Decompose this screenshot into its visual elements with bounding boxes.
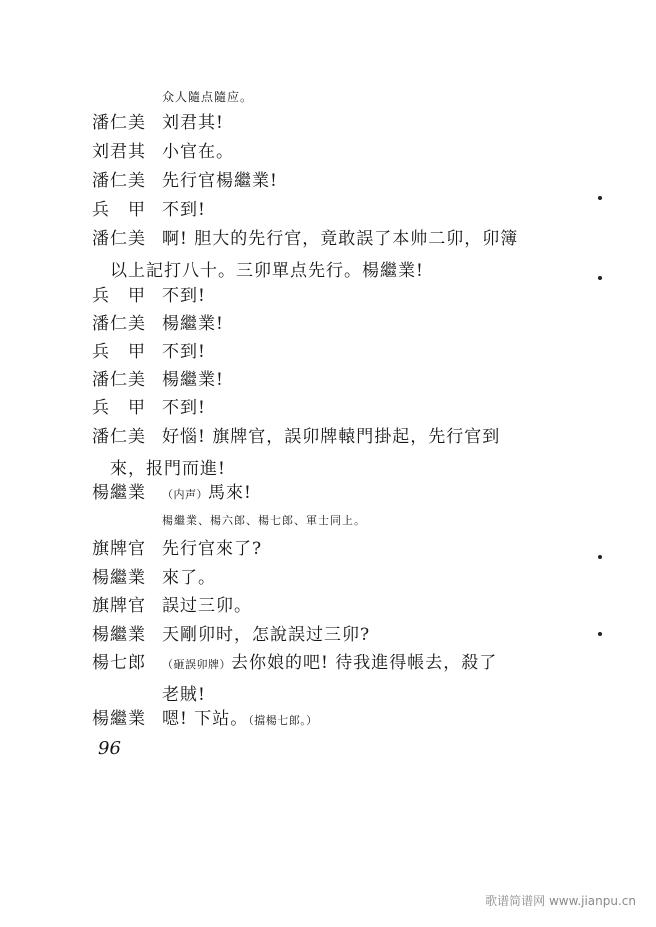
speaker-name: 楊七郎 (92, 653, 146, 673)
dialogue-line (92, 708, 632, 732)
dialogue-line (92, 624, 632, 646)
speaker-name: 潘仁美 (92, 171, 146, 191)
speaker-name: 楊繼業 (92, 709, 146, 729)
speaker-name: 旗牌官 (92, 596, 146, 616)
speaker-name: 潘仁美 (92, 229, 146, 249)
speaker-name: 兵 甲 (92, 200, 146, 220)
speech-continuation: 以上記打八十。三卯單点先行。楊繼業! (110, 261, 424, 281)
stage-aside: （擋楊七郎。） (248, 714, 318, 727)
dialogue-line (92, 538, 632, 560)
speaker-name: 兵 甲 (92, 286, 146, 306)
page-number: 96 (98, 738, 121, 759)
dialogue-line (92, 313, 632, 335)
speaker-name: 潘仁美 (92, 314, 146, 334)
speech-continuation: 來，报門而進! (110, 459, 226, 479)
speaker-name: 潘仁美 (92, 427, 146, 447)
speaker-name: 兵 甲 (92, 342, 146, 362)
speech-text: 楊繼業! (162, 370, 224, 390)
speech-text: 不到! (162, 398, 206, 418)
speaker-name: 旗牌官 (92, 539, 146, 559)
speech-text: 嗯! 下站。 (162, 709, 249, 729)
speech-text: 馬來! (208, 483, 252, 503)
stage-aside: （砸誤卯牌） (162, 658, 231, 671)
scan-speck (598, 632, 602, 636)
dialogue-line (92, 567, 632, 589)
speaker-name: 楊繼業 (92, 568, 146, 588)
dialogue-line (92, 341, 632, 363)
dialogue-line (92, 369, 632, 391)
stage-direction: 众人隨点隨应。 (162, 90, 254, 104)
speech-text: 啊! 胆大的先行官，竟敢誤了本帅二卯，卯簿 (162, 229, 519, 249)
speech-continuation: 老賊! (162, 685, 206, 705)
speech-text: 楊繼業! (162, 314, 224, 334)
speaker-name: 楊繼業 (92, 483, 146, 503)
speaker-name: 潘仁美 (92, 113, 146, 133)
speech-text: 去你娘的吧! 待我進得帳去，殺了 (231, 653, 498, 673)
dialogue-line (92, 228, 632, 250)
dialogue-line (92, 170, 632, 192)
dialogue-line (92, 652, 632, 676)
speech-text: 不到! (162, 286, 206, 306)
speech-text: 誤过三卯。 (162, 596, 252, 616)
stage-aside: （内声） (162, 488, 208, 501)
speech-text: 不到! (162, 200, 206, 220)
speech-text: 先行官楊繼業! (162, 171, 278, 191)
dialogue-line (92, 112, 632, 134)
speech-text: 來了。 (162, 568, 216, 588)
scan-speck (598, 276, 602, 280)
speech-text: 小官在。 (162, 142, 234, 162)
speech-text: 好惱! 旗牌官，誤卯牌轅門掛起，先行官到 (162, 427, 501, 447)
dialogue-line (92, 482, 632, 506)
dialogue-line (92, 426, 632, 448)
dialogue-line (92, 141, 632, 163)
speech-text: 先行官來了? (162, 539, 263, 559)
scan-speck (598, 196, 602, 200)
speaker-name: 兵 甲 (92, 398, 146, 418)
dialogue-line (92, 285, 632, 307)
dialogue-line (92, 199, 632, 221)
scan-speck (598, 555, 602, 559)
speaker-name: 潘仁美 (92, 370, 146, 390)
watermark: 歌谱简谱网 www.jianpu.cn (485, 894, 636, 908)
speech-text: 刘君其! (162, 113, 224, 133)
stage-direction: 楊繼業、楊六郎、楊七郎、軍士同上。 (162, 514, 366, 527)
speech-text: 天剛卯时，怎說誤过三卯? (162, 625, 371, 645)
speech-text: 不到! (162, 342, 206, 362)
speaker-name: 刘君其 (92, 142, 146, 162)
dialogue-line (92, 595, 632, 617)
dialogue-line (92, 397, 632, 419)
speaker-name: 楊繼業 (92, 625, 146, 645)
